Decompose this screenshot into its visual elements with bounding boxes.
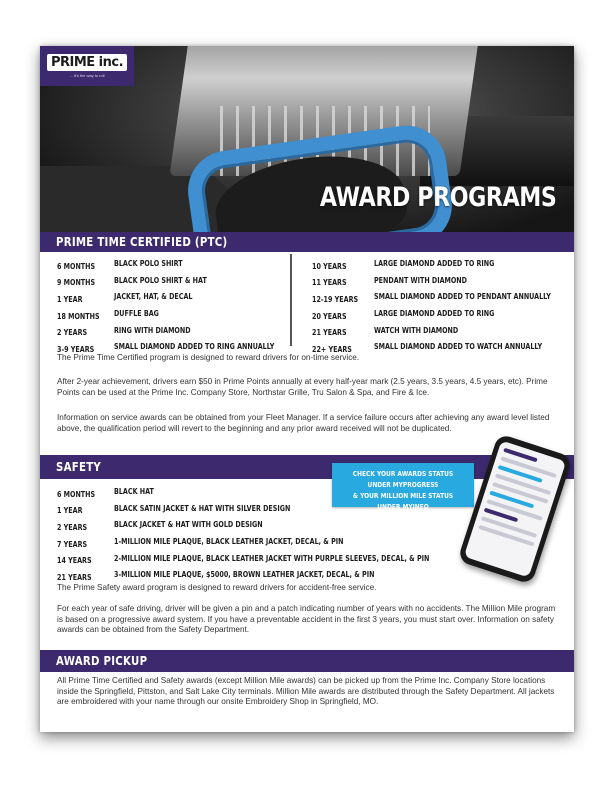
ptc-right-table	[312, 255, 574, 355]
award-item: SMALL DIAMOND ADDED TO RING ANNUALLY	[114, 341, 275, 352]
award-item: WATCH WITH DIAMOND	[374, 324, 459, 335]
ptc-heading: PRIME TIME CERTIFIED (PTC)	[40, 232, 574, 252]
award-term: 11 YEARS	[312, 277, 347, 288]
award-row	[57, 549, 518, 566]
award-term: 1 YEAR	[57, 293, 83, 304]
app-promo-callout: CHECK YOUR AWARDS STATUS UNDER MYPROGRESS & YOUR MILLION MILE STATUS UNDER MYINFO IN THE PRIME APP!	[332, 463, 474, 507]
award-term: 12-19 YEARS	[312, 293, 359, 304]
ptc-intro-text: The Prime Time Certified program is designed to reward drivers for on-time service.	[57, 353, 360, 362]
safety-info-text: For each year of safe driving, driver will be given a pin and a patch indicating number of years with no accidents. The Million Mile program is based on a progressive award system. If you have a preventable accident in the first 3 years, you must start over. Information on safety awards can be obtained from the Safety Department.	[57, 604, 556, 635]
award-term: 18 MONTHS	[57, 310, 100, 321]
award-term: 21 YEARS	[312, 327, 347, 338]
award-term: 2 YEARS	[57, 327, 88, 338]
award-item: BLACK HAT	[114, 486, 154, 497]
award-item: PENDANT WITH DIAMOND	[374, 274, 467, 285]
award-row	[312, 255, 574, 272]
ptc-left-table	[57, 255, 320, 355]
award-item: 1-MILLION MILE PLAQUE, BLACK LEATHER JACKET, DECAL, & PIN	[114, 536, 344, 547]
award-term: 3-9 YEARS	[57, 343, 95, 354]
pickup-heading: AWARD PICKUP	[40, 650, 574, 672]
award-term: 20 YEARS	[312, 310, 347, 321]
award-item: RING WITH DIAMOND	[114, 324, 191, 335]
award-term: 10 YEARS	[312, 260, 347, 271]
award-row	[312, 288, 574, 305]
hero-banner	[40, 46, 574, 232]
award-item: LARGE DIAMOND ADDED TO RING	[374, 308, 495, 319]
column-divider	[290, 254, 292, 346]
award-item: BLACK JACKET & HAT WITH GOLD DESIGN	[114, 519, 263, 530]
award-row	[57, 566, 518, 583]
award-term: 2 YEARS	[57, 521, 88, 532]
award-row	[57, 255, 320, 272]
award-term: 14 YEARS	[57, 555, 92, 566]
award-item: SMALL DIAMOND ADDED TO PENDANT ANNUALLY	[374, 291, 551, 302]
award-item: LARGE DIAMOND ADDED TO RING	[374, 258, 495, 269]
award-item: BLACK POLO SHIRT	[114, 258, 183, 269]
page-title: AWARD PROGRAMS	[319, 182, 556, 213]
award-row	[57, 533, 518, 550]
award-item: JACKET, HAT, & DECAL	[114, 291, 193, 302]
award-row	[57, 288, 320, 305]
prime-logo: PRIME inc. ... it's the way to roll	[40, 46, 134, 86]
award-term: 1 YEAR	[57, 505, 83, 516]
ptc-points-text: After 2-year achievement, drivers earn $50 in Prime Points annually at every half-year mark (2.5 years, 3.5 years, 4.5 years, etc). Prime Points can be used at the Prime Inc. Company Store, Northstar Grille, Tru Salon & Spa, and Fire & Ice.	[57, 377, 548, 397]
award-row	[57, 305, 320, 322]
flyer-page	[40, 46, 574, 732]
award-item: 3-MILLION MILE PLAQUE, $5000, BROWN LEATHER JACKET, DECAL, & PIN	[114, 569, 375, 580]
award-row	[312, 272, 574, 289]
award-item: DUFFLE BAG	[114, 308, 159, 319]
award-item: 2-MILLION MILE PLAQUE, BLACK LEATHER JACKET WITH PURPLE SLEEVES, DECAL, & PIN	[114, 552, 430, 563]
award-term: 22+ YEARS	[312, 343, 352, 354]
award-term: 21 YEARS	[57, 571, 92, 582]
award-row	[57, 321, 320, 338]
award-item: BLACK SATIN JACKET & HAT WITH SILVER DESIGN	[114, 502, 291, 513]
ptc-info-text: Information on service awards can be obtained from your Fleet Manager. If a service failure occurs after achieving any award level listed above, the qualification period will revert to the beginning and any prior award received will not be duplicated.	[57, 413, 550, 433]
award-item: SMALL DIAMOND ADDED TO WATCH ANNUALLY	[374, 341, 543, 352]
safety-heading: SAFETY	[40, 455, 574, 479]
award-term: 6 MONTHS	[57, 260, 96, 271]
award-term: 7 YEARS	[57, 538, 88, 549]
pickup-text: All Prime Time Certified and Safety awards (except Million Mile awards) can be picked up from the Prime Inc. Company Store locations inside the Springfield, Pittston, and Salt Lake City terminals. Million Mile awards are distributed through the Safety Department. All jackets are embroidered with your name through our onsite Embroidery Shop in Springfield, MO.	[57, 676, 555, 707]
award-term: 9 MONTHS	[57, 277, 96, 288]
award-row	[312, 305, 574, 322]
award-term: 6 MONTHS	[57, 488, 96, 499]
award-row	[57, 272, 320, 289]
safety-intro-text: The Prime Safety award program is designed to reward drivers for accident-free service.	[57, 583, 377, 592]
award-row	[312, 321, 574, 338]
award-item: BLACK POLO SHIRT & HAT	[114, 274, 207, 285]
